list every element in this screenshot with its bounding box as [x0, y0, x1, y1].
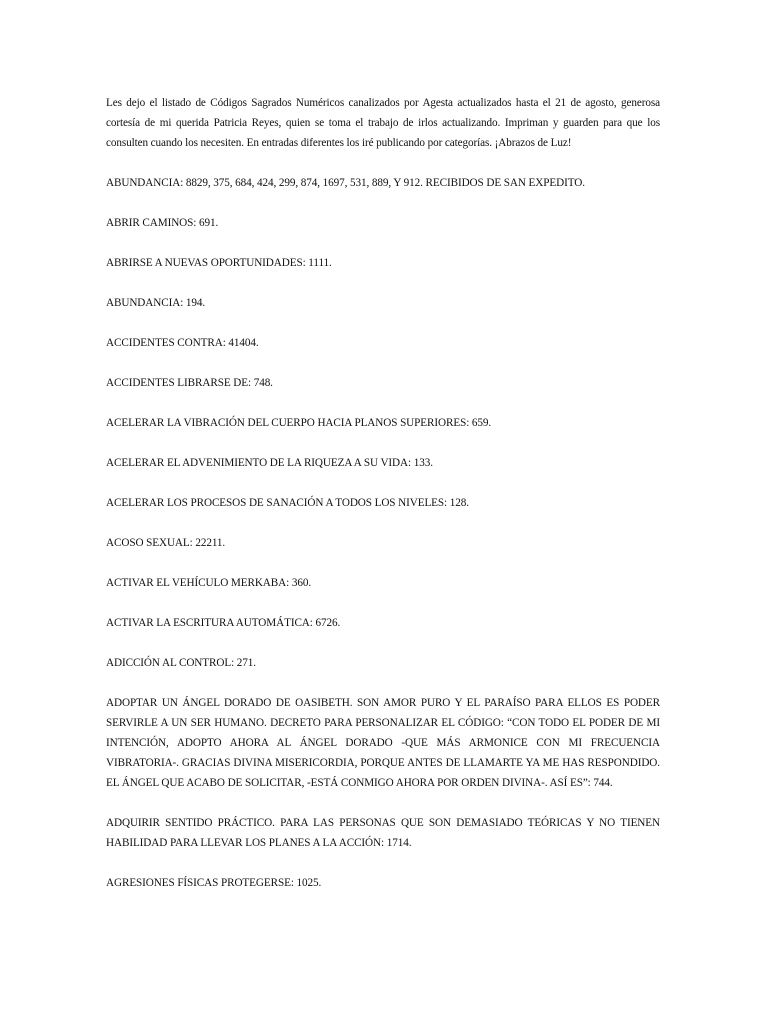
spacer	[106, 593, 660, 613]
spacer	[106, 393, 660, 413]
code-entry: ADQUIRIR SENTIDO PRÁCTICO. PARA LAS PERSONAS QUE SON DEMASIADO TEÓRICAS Y NO TIENEN HABILIDAD PARA LLEVAR LOS PLANES A LA ACCIÓN: 1714.	[106, 817, 660, 849]
code-entry: ADICCIÓN AL CONTROL: 271.	[106, 657, 256, 669]
code-entry: ABUNDANCIA: 194.	[106, 297, 206, 309]
spacer	[106, 233, 660, 253]
code-entry: ACOSO SEXUAL: 22211.	[106, 537, 226, 549]
code-entry: ACTIVAR EL VEHÍCULO MERKABA: 360.	[106, 577, 312, 589]
code-entry: ACELERAR LA VIBRACIÓN DEL CUERPO HACIA PLANOS SUPERIORES: 659.	[106, 417, 492, 429]
spacer	[106, 553, 660, 573]
code-entry: ACCIDENTES CONTRA: 41404.	[106, 337, 259, 349]
spacer	[106, 853, 660, 873]
code-entry: ADOPTAR UN ÁNGEL DORADO DE OASIBETH. SON AMOR PURO Y EL PARAÍSO PARA ELLOS ES PODER SERVIRLE A UN SER HUMANO. DECRETO PARA PERSONALIZAR EL CÓDIGO: “CON TODO EL PODER DE MI INTENCIÓN, ADOPTO AHORA AL ÁNGEL DORADO -QUE MÁS ARMONICE CON MI FRECUENCIA VIBRATORIA-. GRACIAS DIVINA MISERICORDIA, PORQUE ANTES DE LLAMARTE YA ME HAS RESPONDIDO. EL ÁNGEL QUE ACABO DE SOLICITAR, -ESTÁ CONMIGO AHORA POR ORDEN DIVINA-. ASÍ ES”: 744.	[106, 697, 660, 789]
code-entry: ABRIR CAMINOS: 691.	[106, 217, 219, 229]
spacer	[106, 673, 660, 693]
spacer	[106, 273, 660, 293]
spacer	[106, 793, 660, 813]
code-entry: ACELERAR EL ADVENIMIENTO DE LA RIQUEZA A SU VIDA: 133.	[106, 457, 433, 469]
spacer	[106, 633, 660, 653]
spacer	[106, 433, 660, 453]
code-entry: ABUNDANCIA: 8829, 375, 684, 424, 299, 874, 1697, 531, 889, Y 912. RECIBIDOS DE SAN EXPEDITO.	[106, 177, 585, 189]
code-entry: ACCIDENTES LIBRARSE DE: 748.	[106, 377, 273, 389]
code-entry: ACELERAR LOS PROCESOS DE SANACIÓN A TODOS LOS NIVELES: 128.	[106, 497, 469, 509]
document-page	[106, 93, 660, 893]
code-entry: ABRIRSE A NUEVAS OPORTUNIDADES: 1111.	[106, 257, 332, 269]
spacer	[106, 353, 660, 373]
code-entry: ACTIVAR LA ESCRITURA AUTOMÁTICA: 6726.	[106, 617, 341, 629]
spacer	[106, 313, 660, 333]
spacer	[106, 513, 660, 533]
spacer	[106, 473, 660, 493]
code-entry: AGRESIONES FÍSICAS PROTEGERSE: 1025.	[106, 877, 322, 889]
intro-paragraph: Les dejo el listado de Códigos Sagrados Numéricos canalizados por Agesta actualizados hasta el 21 de agosto, generosa cortesía de mi querida Patricia Reyes, quien se toma el trabajo de irlos actualizando. Impriman y guarden para que los consulten cuando los necesiten. En entradas diferentes los iré publicando por categorías. ¡Abrazos de Luz!	[106, 97, 660, 149]
spacer	[106, 193, 660, 213]
spacer	[106, 153, 660, 173]
